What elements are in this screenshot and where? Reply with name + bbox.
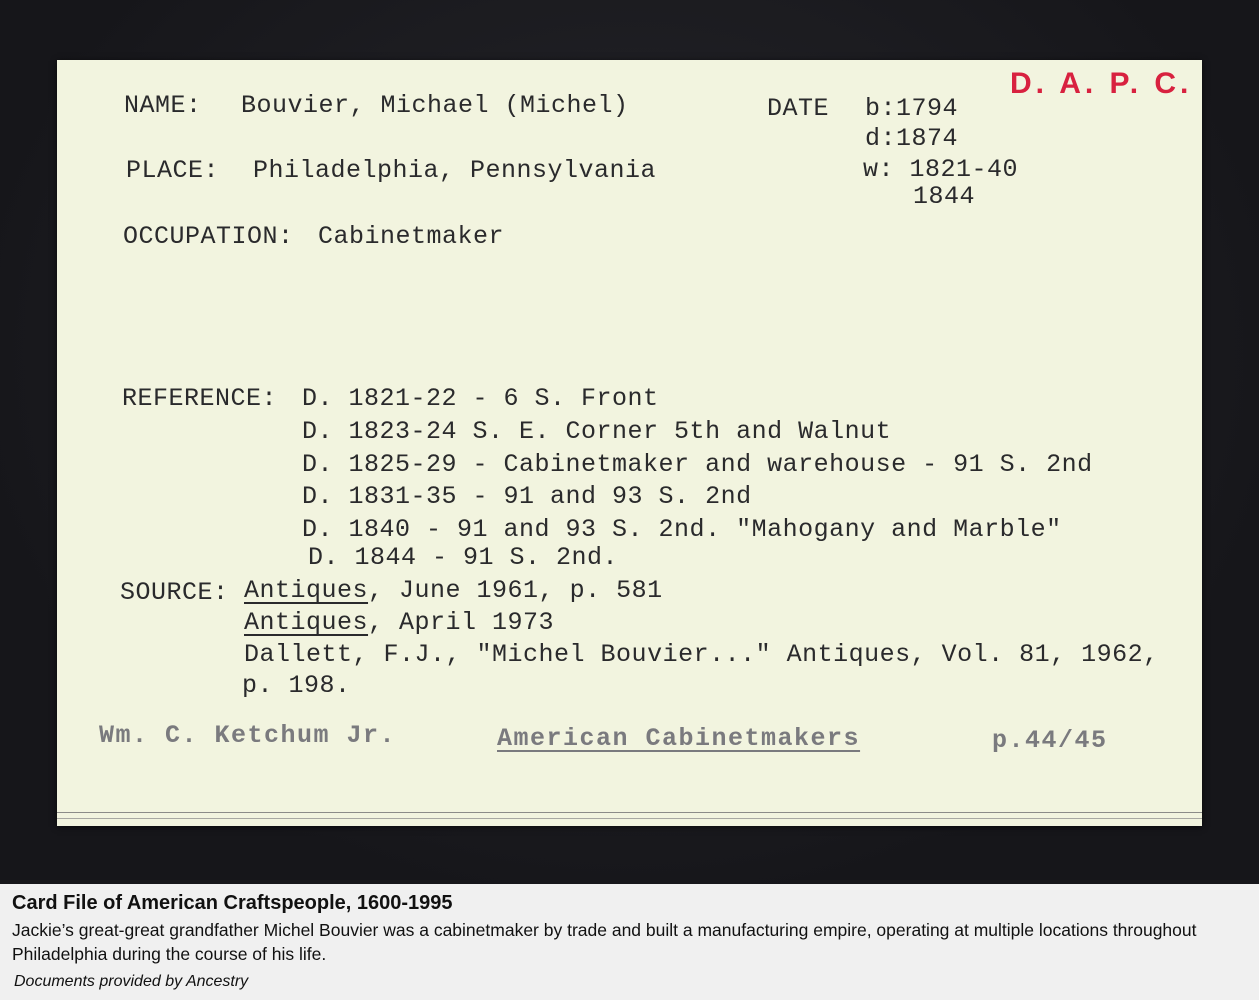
birth-year: b:1794: [865, 94, 959, 123]
source-line: Dallett, F.J., "Michel Bouvier..." Antiques, Vol. 81, 1962,: [244, 640, 1159, 669]
name-value: Bouvier, Michael (Michel): [241, 91, 629, 120]
reference-item: D. 1831-35 - 91 and 93 S. 2nd: [302, 482, 752, 511]
reference-item: D. 1844 - 91 S. 2nd.: [308, 543, 619, 572]
place-value: Philadelphia, Pennsylvania: [253, 156, 657, 185]
reference-item: D. 1825-29 - Cabinetmaker and warehouse - 91 S. 2nd: [302, 450, 1093, 479]
footer-pages: p.44/45: [992, 726, 1108, 755]
caption-body: Jackie’s great-great grandfather Michel Bouvier was a cabinetmaker by trade and built a manufacturing empire, operating at multiple locations throughout Philadelphia during the course of his life.: [12, 920, 1197, 964]
reference-label: REFERENCE:: [122, 384, 278, 413]
source-title: Antiques: [244, 608, 369, 637]
reference-item: D. 1821-22 - 6 S. Front: [302, 384, 659, 413]
index-card: [57, 60, 1202, 826]
footer-author: Wm. C. Ketchum Jr.: [99, 721, 397, 750]
source-line: [244, 608, 554, 638]
card-divider: [57, 818, 1202, 819]
working-years-extra: 1844: [913, 182, 976, 211]
source-line-continued: p. 198.: [242, 671, 351, 700]
name-label: NAME:: [124, 91, 202, 120]
reference-item: D. 1840 - 91 and 93 S. 2nd. "Mahogany and Marble": [302, 515, 1062, 544]
death-year: d:1874: [865, 124, 959, 153]
occupation-value: Cabinetmaker: [318, 222, 505, 251]
place-label: PLACE:: [126, 156, 220, 185]
reference-item: D. 1823-24 S. E. Corner 5th and Walnut: [302, 417, 892, 446]
footer-book: American Cabinetmakers: [497, 724, 861, 753]
occupation-label: OCCUPATION:: [123, 222, 294, 251]
source-details: , June 1961, p. 581: [368, 576, 663, 605]
caption-panel: [0, 884, 1259, 1000]
card-divider: [57, 812, 1202, 813]
caption-credit: Documents provided by Ancestry: [14, 973, 249, 990]
source-details: , April 1973: [368, 608, 555, 637]
date-label: DATE: [767, 94, 830, 123]
caption-title: Card File of American Craftspeople, 1600-1995: [12, 892, 453, 914]
source-label: SOURCE:: [120, 578, 229, 607]
source-title: Antiques: [244, 576, 369, 605]
working-years: w: 1821-40: [863, 155, 1019, 184]
dapc-stamp: D. A. P. C.: [1010, 67, 1193, 100]
source-line: [244, 576, 663, 606]
